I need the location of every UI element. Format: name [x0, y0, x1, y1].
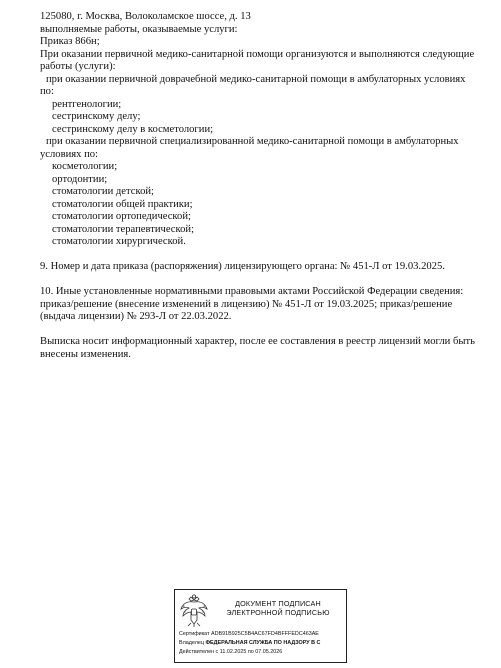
document-line: рентгенологии;	[52, 98, 122, 110]
document-body	[40, 11, 480, 361]
document-line: выполняемые работы, оказываемые услуги:	[40, 23, 238, 35]
certificate-number: ADB91B925C5B4AC67FD4BFFFEDC463AE	[211, 631, 319, 637]
document-line: по:	[40, 86, 54, 97]
document-line: сестринскому делу в косметологии;	[52, 123, 214, 135]
owner-row: Владелец ФЕДЕРАЛЬНАЯ СЛУЖБА ПО НАДЗОРУ В С	[179, 640, 321, 646]
document-line: При оказании первичной медико-санитарной помощи организуются и выполняются следующие	[40, 48, 475, 60]
document-line: при оказании первичной специализированной медико-санитарной помощи в амбулаторных	[46, 136, 459, 147]
document-line: стоматологии терапевтической;	[52, 223, 195, 235]
document-line: косметологии;	[52, 161, 118, 172]
document-line: 125080, г. Москва, Волоколамское шоссе, д. 13	[40, 11, 251, 22]
section-10-line-1: 10. Иные установленные нормативными правовыми актами Российской Федерации сведения:	[40, 286, 464, 297]
validity-row: Действителен с 11.02.2025 по 07.05.2026	[179, 649, 283, 655]
document-line: работы (услуги):	[40, 61, 116, 72]
document-line: Приказ 866н;	[40, 36, 100, 47]
note-line-1: Выписка носит информационный характер, после ее составления в реестр лицензий могли быть	[40, 336, 475, 347]
section-10-line-3: (выдача лицензии) № 293-Л от 22.03.2022.	[40, 311, 232, 322]
certificate-row: Сертификат ADB91B925C5B4AC67FD4BFFFEDC463AE	[179, 631, 319, 637]
document-line: стоматологии общей практики;	[52, 198, 193, 210]
services-list	[40, 11, 480, 249]
section-10-line-2: приказ/решение (внесение изменений в лицензию) № 451-Л от 19.03.2025; приказ/решение	[40, 298, 453, 310]
document-line: стоматологии детской;	[52, 186, 154, 197]
document-line: при оказании первичной доврачебной медико-санитарной помощи в амбулаторных условиях	[46, 73, 466, 85]
owner-name: ФЕДЕРАЛЬНАЯ СЛУЖБА ПО НАДЗОРУ В С	[205, 640, 321, 646]
document-line: условиях по:	[40, 148, 98, 160]
double-headed-eagle-emblem-icon	[179, 594, 209, 628]
document-line: стоматологии ортопедической;	[52, 211, 191, 222]
note-line-2: внесены изменения.	[40, 348, 131, 360]
document-line: ортодонтии;	[52, 173, 108, 185]
stamp-title: ДОКУМЕНТ ПОДПИСАН ЭЛЕКТРОННОЙ ПОДПИСЬЮ	[226, 599, 330, 617]
document-line: сестринскому делу;	[52, 111, 141, 122]
electronic-signature-stamp	[174, 589, 347, 663]
document-line: стоматологии хирургической.	[52, 236, 186, 247]
section-9: 9. Номер и дата приказа (распоряжения) лицензирующего органа: № 451-Л от 19.03.2025.	[40, 261, 445, 272]
